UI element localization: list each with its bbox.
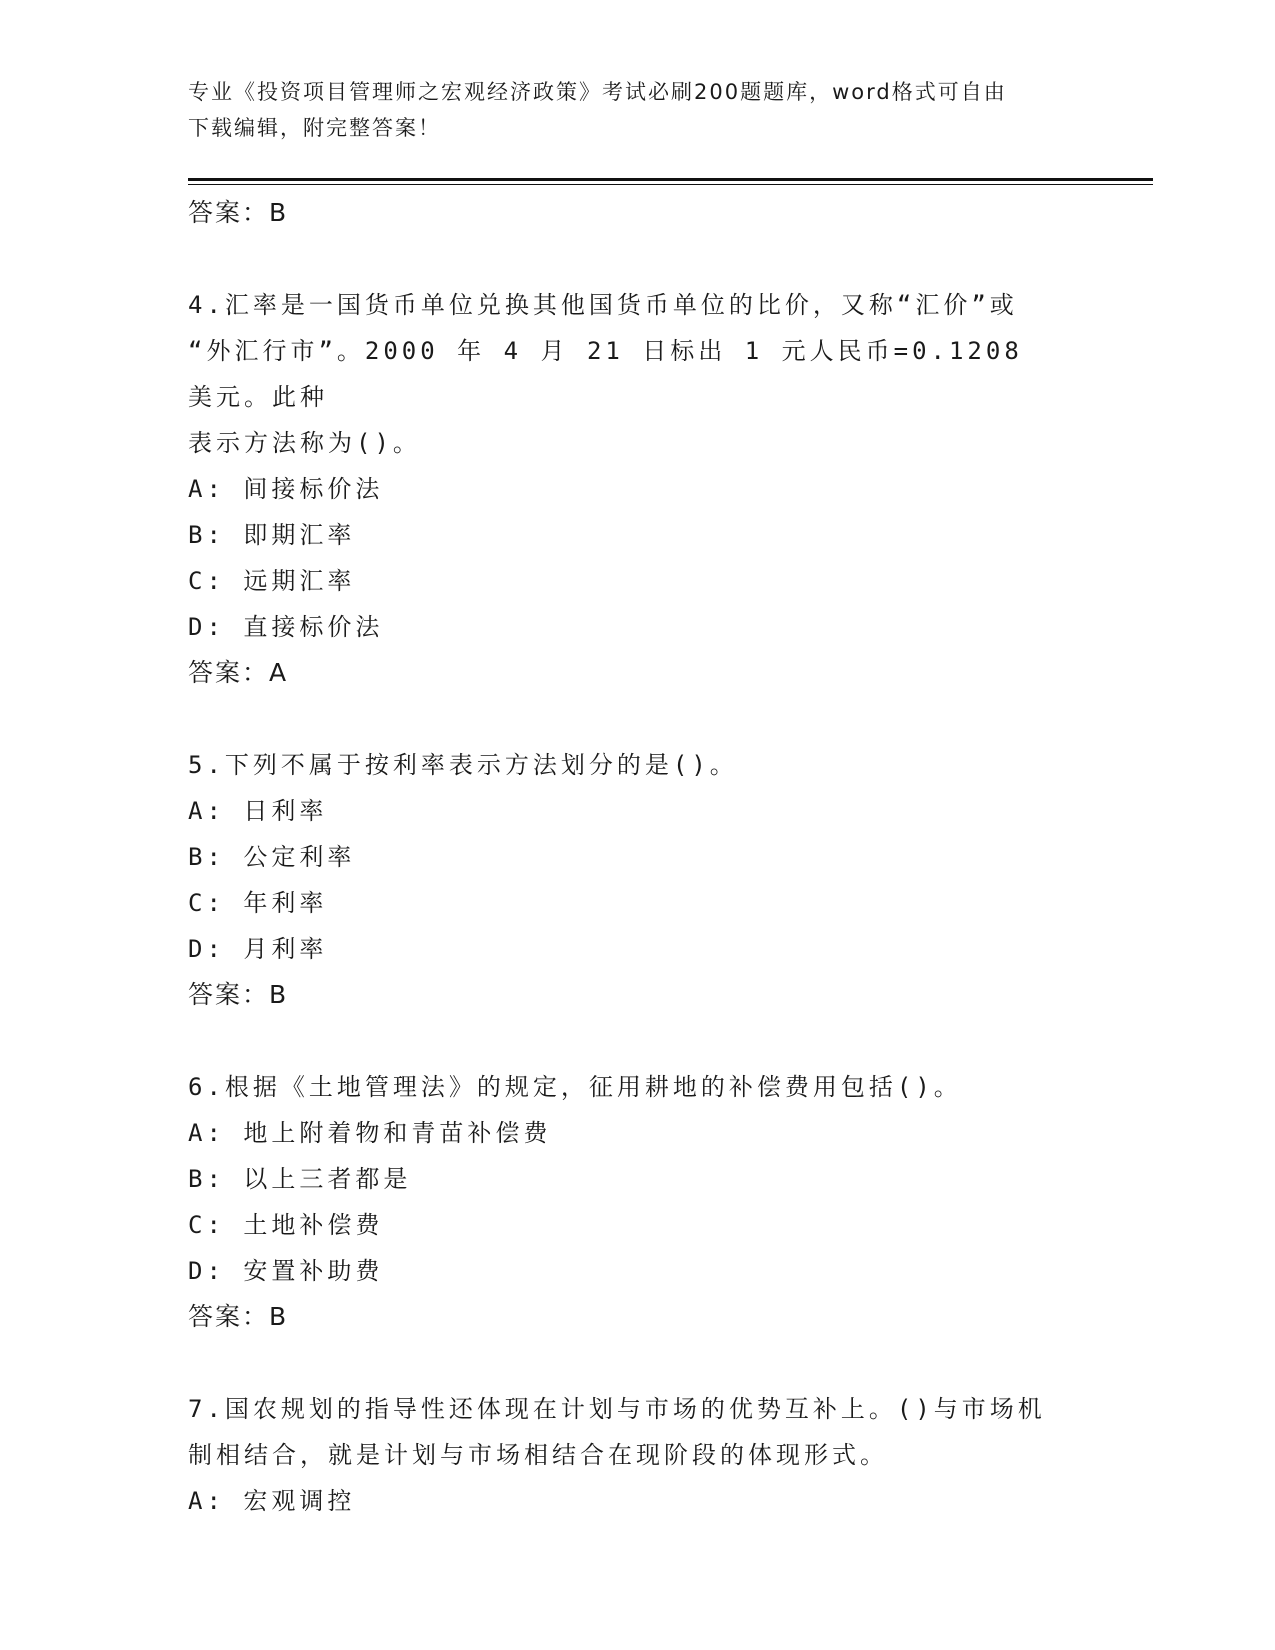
option-b: B: 公定利率	[188, 843, 356, 871]
option-b: B: 即期汇率	[188, 521, 356, 549]
question-block-7	[188, 1386, 1088, 1524]
option-c: C: 远期汇率	[188, 567, 356, 595]
spacer	[188, 1340, 1088, 1386]
answer-line: 答案：B	[188, 1302, 289, 1331]
spacer	[188, 1018, 1088, 1064]
option-d: D: 直接标价法	[188, 613, 384, 641]
question-stem-line: 制相结合，就是计划与市场相结合在现阶段的体现形式。	[188, 1441, 888, 1469]
header-divider-thin	[188, 184, 1153, 185]
header-divider-thick	[188, 178, 1153, 181]
question-content	[188, 190, 1088, 1524]
header-line-2: 下载编辑，附完整答案！	[188, 116, 441, 140]
option-d: D: 安置补助费	[188, 1257, 384, 1285]
question-stem-line: 表示方法称为()。	[188, 429, 421, 457]
question-block-5	[188, 742, 1088, 1018]
answer-line: 答案：B	[188, 980, 289, 1009]
question-block-6	[188, 1064, 1088, 1340]
document-header	[188, 74, 1088, 146]
header-line-1: 专业《投资项目管理师之宏观经济政策》考试必刷200题题库，word格式可自由	[188, 80, 1007, 104]
question-stem-line: 5.下列不属于按利率表示方法划分的是()。	[188, 751, 738, 779]
question-stem-line: “外汇行市”。2000 年 4 月 21 日标出 1 元人民币=0.1208 美元。此种	[188, 337, 1023, 411]
option-a: A: 日利率	[188, 797, 328, 825]
answer-line: 答案：A	[188, 658, 289, 687]
option-a: A: 宏观调控	[188, 1487, 356, 1515]
option-b: B: 以上三者都是	[188, 1165, 412, 1193]
option-c: C: 年利率	[188, 889, 328, 917]
question-stem-line: 6.根据《土地管理法》的规定，征用耕地的补偿费用包括()。	[188, 1073, 962, 1101]
option-a: A: 间接标价法	[188, 475, 384, 503]
option-c: C: 土地补偿费	[188, 1211, 384, 1239]
question-stem-line: 4.汇率是一国货币单位兑换其他国货币单位的比价，又称“汇价”或	[188, 291, 1018, 319]
spacer	[188, 236, 1088, 282]
option-d: D: 月利率	[188, 935, 328, 963]
previous-answer: 答案：B	[188, 198, 289, 227]
question-block-4	[188, 282, 1088, 696]
spacer	[188, 696, 1088, 742]
option-a: A: 地上附着物和青苗补偿费	[188, 1119, 552, 1147]
question-stem-line: 7.国农规划的指导性还体现在计划与市场的优势互补上。()与市场机	[188, 1395, 1046, 1423]
